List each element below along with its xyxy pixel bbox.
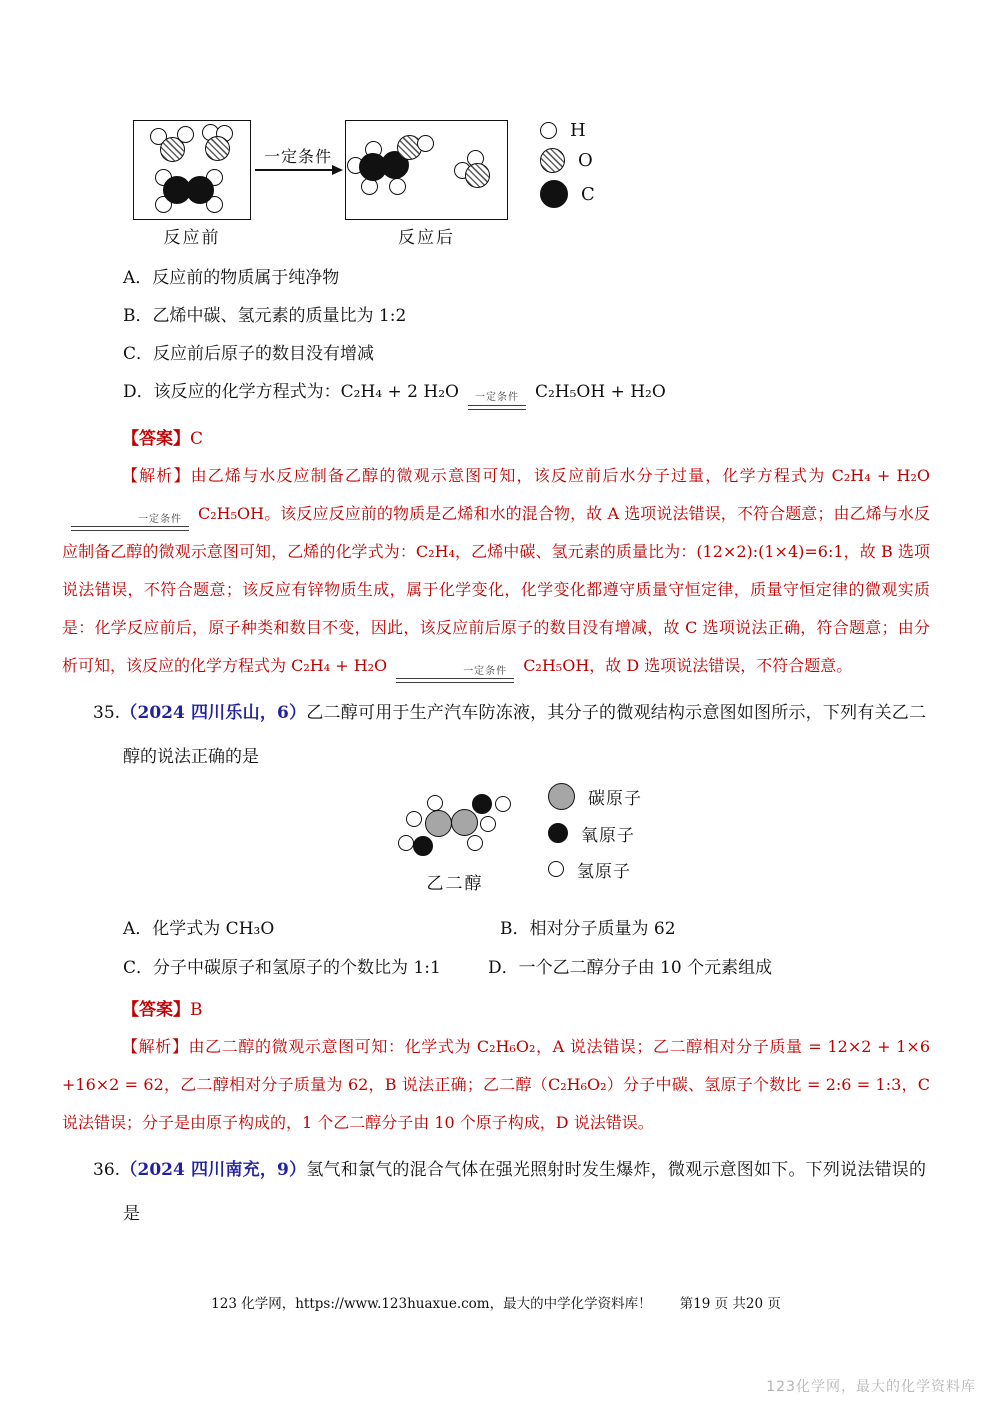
question-36 <box>93 1148 926 1236</box>
question-source-tag: （2024 四川乐山，6） <box>120 702 307 723</box>
reaction-diagram <box>133 120 623 252</box>
reaction-condition-mark: 一定条件 <box>468 392 526 410</box>
hydrogen-atom <box>417 135 434 152</box>
text-run: D．该反应的化学方程式为：C₂H₄ + 2 H₂O <box>123 382 459 402</box>
q34-option-d <box>123 380 926 410</box>
reaction-condition-label: 一定条件 <box>263 147 332 166</box>
question-text: 氢气和氯气的混合气体在强光照射时发生爆炸，微观示意图如下。下列说法错误的是 <box>123 1159 927 1224</box>
reaction-arrow-icon <box>255 169 335 171</box>
legend-item <box>548 857 642 882</box>
oxygen-atom <box>472 794 492 814</box>
text-run: 【解析】由乙二醇的微观示意图可知：化学式为 C₂H₆O₂，A 说法错误；乙二醇相对分子质量 = 12×2 + 1×6 +16×2 = 62，乙二醇相对分子质量为 62，B 说法正确；乙二醇（C₂H₆O₂）分子中碳、氢原子个数比 = 2:6 = 1:3，C 说法错误；分子是由原子构成的，1 个乙二醇分子由 10 个原子构成，D 说法错误。 <box>62 1036 930 1132</box>
legend-label: 氢原子 <box>577 861 631 882</box>
options-row <box>123 917 926 941</box>
legend-label: C <box>581 183 595 205</box>
legend-label: 碳原子 <box>588 788 642 809</box>
oxygen-atom <box>160 137 185 162</box>
legend-label: H <box>570 120 586 141</box>
answer-value: C <box>190 428 204 449</box>
legend-item <box>540 120 595 141</box>
reaction-condition-mark: 一定条件 <box>396 666 514 684</box>
hydrogen-atom-icon <box>540 122 557 139</box>
carbon-atom <box>425 810 452 837</box>
legend-item <box>540 180 595 208</box>
oxygen-atom <box>413 836 433 856</box>
question-source-tag: （2024 四川南充，9） <box>120 1159 307 1180</box>
hydrogen-atom <box>398 835 414 851</box>
carbon-atom-icon <box>540 180 568 208</box>
answer-label: 【答案】 <box>122 999 190 1020</box>
q35-option-c: C．分子中碳原子和氢原子的个数比为 1:1 <box>123 957 441 978</box>
answer-label: 【答案】 <box>122 428 190 449</box>
text-run: C₂H₅OH。该反应反应前的物质是乙烯和水的混合物，故 A 选项说法错误，不符合题意；由乙烯与水反应制备乙醇的微观示意图可知，乙烯的化学式为：C₂H₄，乙烯中碳、氢元素的质量比为：(12×2):(1×4)=6:1，故 B 选项说法错误，不符合题意；该反应有锌物质生成，属于化学变化，化学变化都遵守质量守恒定律，质量守恒定律的微观实质是：化学反应前后，原子种类和数目不变，因此，该反应前后原子的数目没有增减，故 C 选项说法正确，符合题意；由分析可知，该反应的化学方程式为 C₂H₄ + H₂O <box>62 503 930 675</box>
q34-analysis-paragraph <box>62 457 930 685</box>
options-row <box>123 956 926 980</box>
q34-option-a: A．反应前的物质属于纯净物 <box>123 268 340 288</box>
glycol-diagram <box>390 781 690 903</box>
carbon-atom <box>451 809 478 836</box>
hydrogen-atom <box>480 816 496 832</box>
text-run: C₂H₅OH，故 D 选项说法错误，不符合题意。 <box>523 655 853 675</box>
carbon-atom-icon <box>548 783 575 810</box>
q34-answer-line <box>122 424 926 449</box>
footer-site-info: 123 化学网，https://www.123huaxue.com，最大的中学化学资料库！ <box>211 1296 652 1312</box>
q35-answer-line <box>122 995 926 1020</box>
atom-legend <box>540 120 595 215</box>
question-text: 乙二醇可用于生产汽车防冻液，其分子的微观结构示意图如图所示，下列有关乙二醇的说法正确的是 <box>123 702 927 767</box>
before-reaction-caption: 反应前 <box>163 228 221 248</box>
question-number: 35. <box>93 702 121 723</box>
q34-option-c: C．反应前后原子的数目没有增减 <box>123 344 375 364</box>
oxygen-atom <box>465 163 490 188</box>
oxygen-atom <box>205 136 230 161</box>
glycol-legend <box>548 783 642 893</box>
hydrogen-atom <box>495 796 511 812</box>
question-number: 36. <box>93 1159 121 1180</box>
legend-item <box>548 821 642 846</box>
legend-label: 氧原子 <box>581 825 635 846</box>
q35-analysis-paragraph <box>62 1028 930 1142</box>
footer-page-number: 第19 页 共20 页 <box>679 1296 781 1312</box>
reaction-condition-mark: 一定条件 <box>71 514 189 532</box>
oxygen-atom-icon <box>548 823 568 843</box>
legend-item <box>548 783 642 810</box>
hydrogen-atom <box>389 178 406 195</box>
text-run: 【解析】由乙烯与水反应制备乙醇的微观示意图可知，该反应前后水分子过量，化学方程式为 C₂H₄ + H₂O <box>122 465 930 485</box>
after-reaction-caption: 反应后 <box>398 228 455 248</box>
q34-option-b: B．乙烯中碳、氢元素的质量比为 1:2 <box>123 306 407 326</box>
carbon-atom <box>186 176 214 204</box>
text-run: C₂H₅OH + H₂O <box>534 382 666 402</box>
q35-option-a: A．化学式为 CH₃O <box>123 918 275 939</box>
question-35 <box>93 691 926 779</box>
hydrogen-atom <box>406 811 422 827</box>
oxygen-atom-icon <box>540 148 565 173</box>
q35-option-d: D．一个乙二醇分子由 10 个元素组成 <box>488 957 773 978</box>
hydrogen-atom <box>467 835 483 851</box>
glycol-caption: 乙二醇 <box>426 873 484 894</box>
hydrogen-atom-icon <box>548 861 564 877</box>
q35-options-grid <box>123 917 926 980</box>
legend-label: O <box>578 150 593 171</box>
hydrogen-atom <box>427 795 443 811</box>
answer-value: B <box>190 999 203 1020</box>
legend-item <box>540 148 595 173</box>
page-footer <box>0 1292 992 1312</box>
watermark: 123化学网，最大的化学资料库 <box>766 1379 976 1395</box>
q35-option-b: B．相对分子质量为 62 <box>500 918 676 939</box>
